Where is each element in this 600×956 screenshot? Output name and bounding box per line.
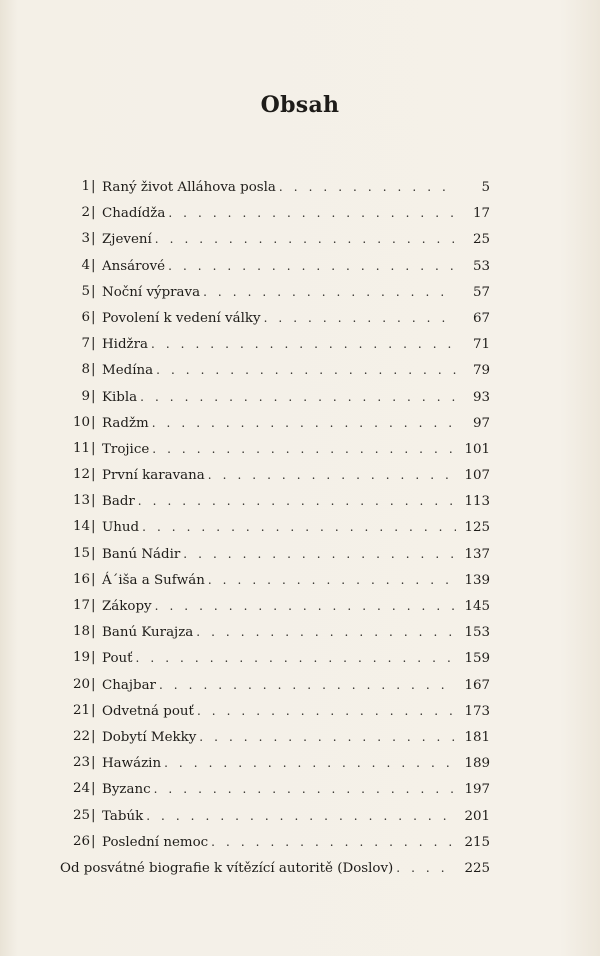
dot-leader [264, 305, 456, 331]
page-number: 173 [464, 703, 490, 719]
dot-leader [196, 619, 456, 645]
dot-leader [138, 488, 456, 514]
toc-entry: 4 | Ansárové . . . 53 [60, 253, 490, 279]
toc-entry: 13 | Badr . . . 113 [60, 488, 490, 514]
toc-entry: 11 | Trojice . . . 101 [60, 436, 490, 462]
chapter-number: 9 [81, 388, 90, 404]
chapter-title: Radžm [102, 415, 149, 431]
dot-leader [146, 803, 456, 829]
dot-leader [156, 357, 456, 383]
chapter-number: 13 [72, 493, 90, 509]
chapter-number: 4 [81, 257, 90, 273]
toc-entry: 26 | Poslední nemoc . . . 215 [60, 829, 490, 855]
chapter-number: 8 [81, 362, 90, 378]
page-number: 71 [472, 337, 490, 353]
dot-leader [142, 514, 456, 540]
page-number: 159 [464, 651, 490, 667]
toc-entry: 6 | Povolení k vedení války . . . 67 [60, 305, 490, 331]
chapter-title: Raný život Alláhova posla [102, 180, 276, 195]
dot-leader [211, 829, 456, 855]
chapter-title: Chajbar [102, 677, 156, 693]
toc-entry: 3 | Zjevení . . . 25 [60, 226, 490, 252]
chapter-title: První karavana [102, 468, 205, 484]
chapter-number: 20 [72, 676, 90, 692]
chapter-title: Poslední nemoc [102, 834, 209, 850]
page-number: 17 [472, 206, 490, 222]
chapter-title: Á´iša a Sufwán [102, 572, 205, 588]
dot-leader [199, 724, 456, 750]
table-of-contents [60, 174, 490, 881]
chapter-title: Odvetná pouť [102, 703, 194, 719]
chapter-title: Banú Kurajza [102, 625, 194, 641]
dot-leader [168, 200, 456, 226]
chapter-number: 5 [81, 283, 90, 299]
page-number: 137 [464, 546, 490, 562]
page-number: 125 [464, 520, 490, 536]
epilogue-title: Od posvátné biografie k vítězící autoritě (Doslov) [60, 860, 394, 876]
page-number: 189 [464, 756, 490, 772]
chapter-number: 2 [81, 205, 90, 221]
dot-leader [164, 750, 456, 776]
chapter-number: 25 [72, 807, 90, 823]
chapter-number: 22 [72, 728, 90, 744]
toc-entry: 1 | Raný život Alláhova posla . . . 5 [60, 174, 490, 200]
chapter-number: 6 [81, 309, 90, 325]
chapter-title: Noční výprava [102, 284, 201, 300]
dot-leader [155, 593, 456, 619]
chapter-number: 24 [72, 781, 90, 797]
chapter-number: 18 [72, 624, 90, 640]
chapter-number: 3 [81, 231, 90, 247]
chapter-title: Hidžra [102, 337, 148, 353]
page-number: 79 [472, 363, 490, 379]
toc-entry: 24 | Byzanc . . . 197 [60, 776, 490, 802]
page-title: Obsah [260, 92, 340, 118]
chapter-title: Ansárové [102, 258, 166, 274]
toc-entry: 22 | Dobytí Mekky . . . 181 [60, 724, 490, 750]
chapter-title: Dobytí Mekky [102, 729, 197, 745]
toc-epilogue [60, 855, 490, 881]
toc-entry: 20 | Chajbar . . . 167 [60, 672, 490, 698]
page-number: 57 [472, 284, 490, 300]
page-number: 25 [472, 232, 490, 248]
page-number: 145 [464, 599, 490, 614]
page-number: 139 [464, 572, 490, 588]
toc-entry: 17 | Zákopy . . . 145 [60, 593, 490, 619]
chapter-number: 23 [72, 755, 90, 771]
dot-leader [197, 698, 456, 724]
dot-leader [208, 567, 456, 593]
toc-entry: 16 | Á´iša a Sufwán . . . 139 [60, 567, 490, 593]
chapter-title: Tabúk [102, 808, 144, 824]
dot-leader [203, 279, 456, 305]
page-number: 201 [464, 808, 490, 824]
chapter-number: 10 [72, 414, 90, 430]
chapter-title: Povolení k vedení války [102, 310, 261, 326]
chapter-number: 26 [72, 833, 90, 849]
chapter-number: 17 [72, 598, 90, 613]
chapter-title: Hawázin [102, 756, 162, 772]
chapter-title: Badr [102, 494, 135, 510]
chapter-title: Zjevení [102, 232, 152, 248]
page-number: 93 [472, 389, 490, 405]
dot-leader [155, 226, 456, 252]
chapter-number: 15 [72, 545, 90, 561]
page-number: 53 [472, 258, 490, 274]
toc-entry: 15 | Banú Nádir . . . 137 [60, 541, 490, 567]
page-number: 215 [464, 834, 490, 850]
chapter-title: Byzanc [102, 782, 151, 798]
page-number: 97 [472, 415, 490, 431]
dot-leader [151, 331, 456, 357]
page-number: 197 [464, 782, 490, 798]
dot-leader [279, 174, 456, 200]
toc-entry: 8 | Medína . . . 79 [60, 357, 490, 383]
dot-leader [140, 384, 456, 410]
dot-leader [168, 253, 456, 279]
page-number: 107 [464, 468, 490, 484]
dot-leader [183, 541, 456, 567]
chapter-title: Zákopy [102, 599, 152, 614]
chapter-number: 16 [72, 571, 90, 587]
chapter-number: 11 [72, 440, 90, 456]
toc-entry: 7 | Hidžra . . . 71 [60, 331, 490, 357]
dot-leader [154, 776, 456, 802]
page-number: 67 [472, 310, 490, 326]
dot-leader [396, 855, 456, 881]
toc-entry: 18 | Banú Kurajza . . . 153 [60, 619, 490, 645]
chapter-title: Pouť [102, 651, 133, 667]
chapter-number: 7 [81, 336, 90, 352]
chapter-number: 1 [81, 179, 90, 194]
toc-entry: 5 | Noční výprava . . . 57 [60, 279, 490, 305]
chapter-title: Chadídža [102, 206, 166, 222]
toc-entry: 14 | Uhud . . . 125 [60, 514, 490, 540]
chapter-title: Trojice [102, 441, 150, 457]
page-number: 113 [464, 494, 490, 510]
page-number: 167 [464, 677, 490, 693]
toc-entry: 23 | Hawázin . . . 189 [60, 750, 490, 776]
toc-entry: 19 | Pouť . . . 159 [60, 645, 490, 671]
chapter-title: Kibla [102, 389, 138, 405]
chapter-title: Uhud [102, 520, 140, 536]
dot-leader [136, 645, 456, 671]
toc-entry: 21 | Odvetná pouť . . . 173 [60, 698, 490, 724]
dot-leader [152, 436, 456, 462]
page-number: 101 [464, 441, 490, 457]
toc-entry: 9 | Kibla . . . 93 [60, 384, 490, 410]
page-number: 5 [481, 180, 490, 195]
chapter-number: 21 [72, 702, 90, 718]
chapter-number: 12 [72, 467, 90, 483]
chapter-title: Medína [102, 363, 154, 379]
chapter-title: Banú Nádir [102, 546, 181, 562]
toc-entry: 12 | První karavana . . . 107 [60, 462, 490, 488]
toc-entry: 10 | Radžm . . . 97 [60, 410, 490, 436]
chapter-number: 19 [72, 650, 90, 666]
toc-entry: 2 | Chadídža . . . 17 [60, 200, 490, 226]
toc-entry: 25 | Tabúk . . . 201 [60, 803, 490, 829]
dot-leader [152, 410, 456, 436]
dot-leader [159, 672, 456, 698]
page-number: 225 [464, 860, 490, 876]
page-number: 181 [464, 729, 490, 745]
chapter-number: 14 [72, 519, 90, 535]
page-number: 153 [464, 625, 490, 641]
dot-leader [208, 462, 456, 488]
